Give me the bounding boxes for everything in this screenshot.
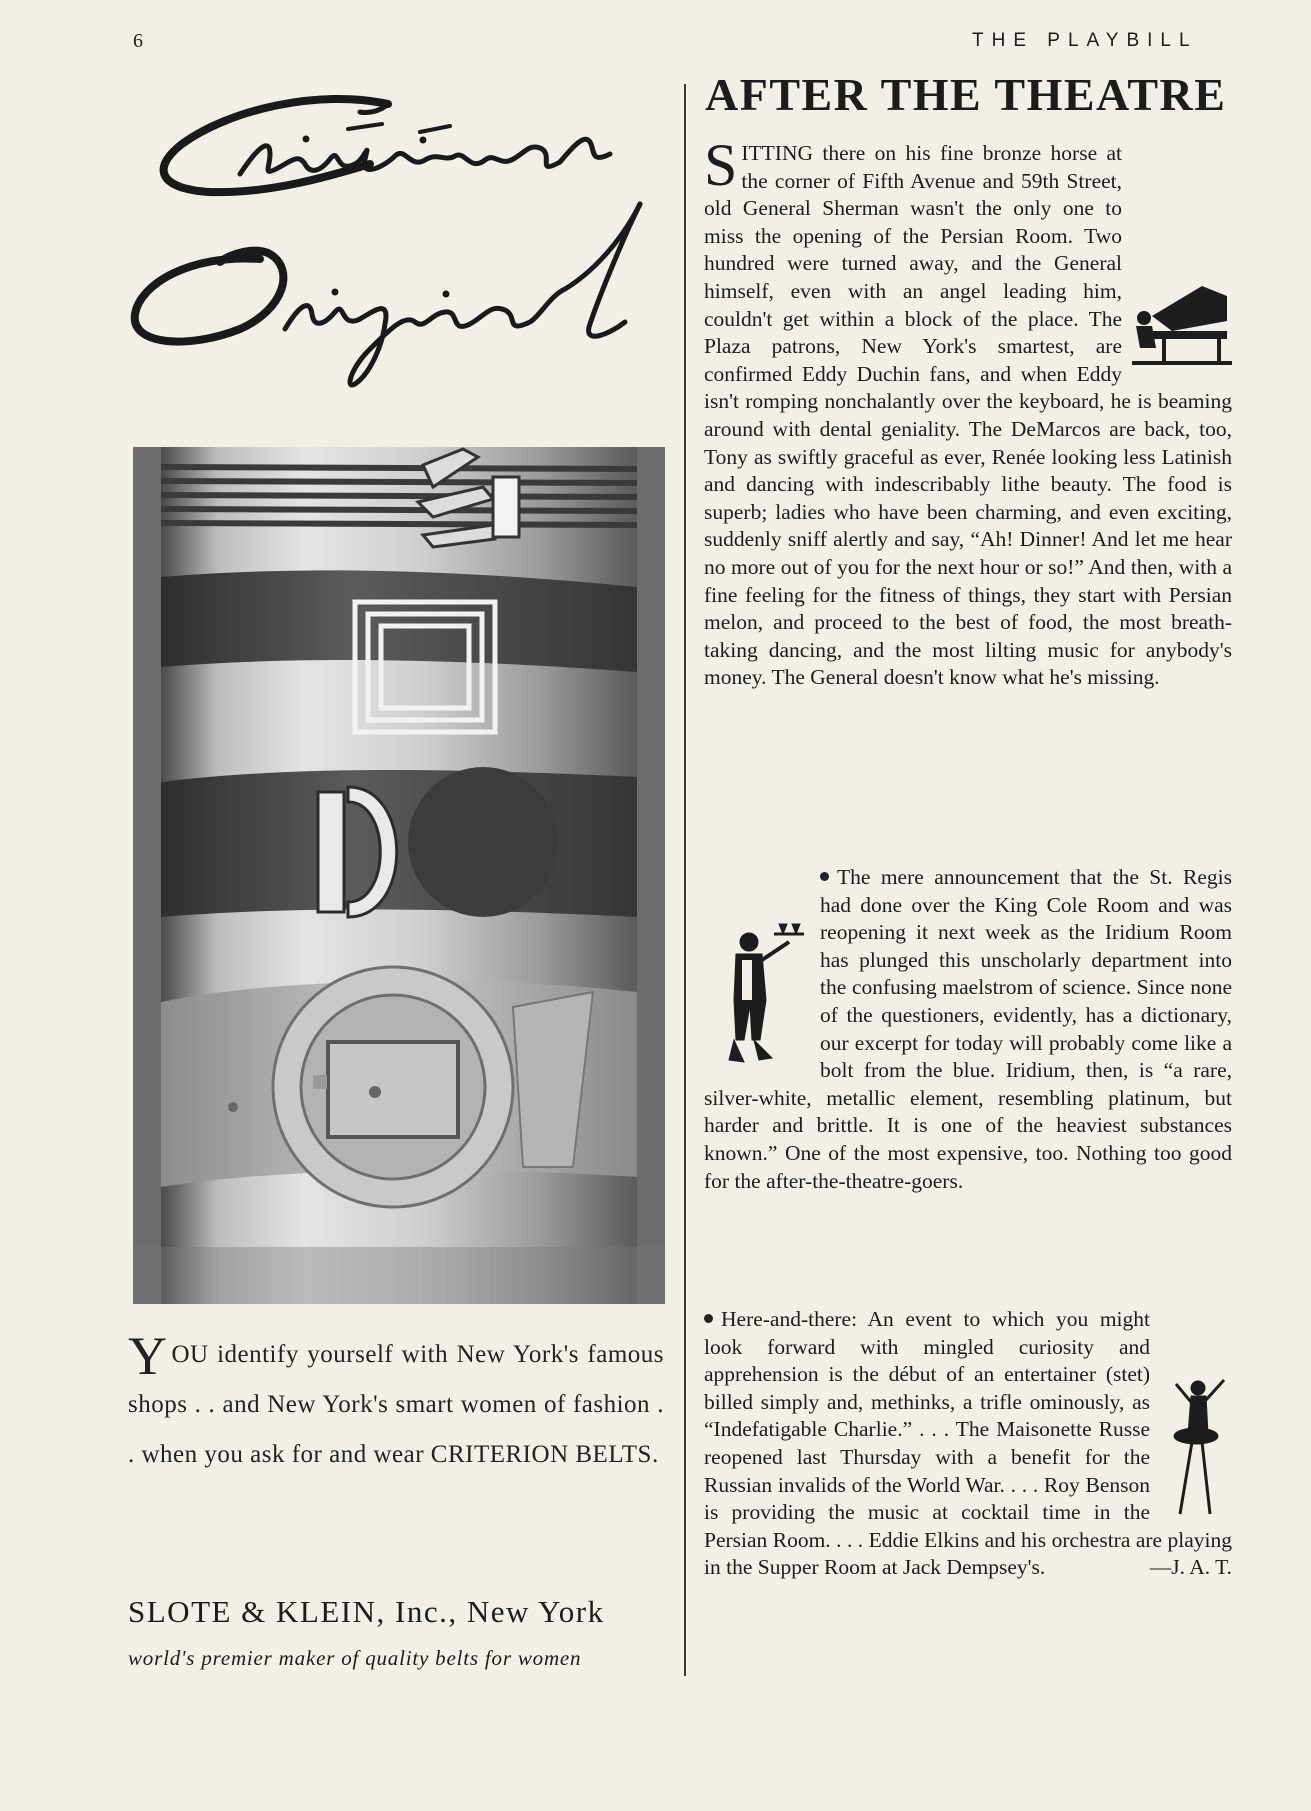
- waiter-illustration-icon: [704, 920, 810, 1074]
- article-paragraph-1: [704, 132, 1232, 692]
- belts-photo-art: [133, 447, 665, 1304]
- dancer-illustration-icon: [1158, 1374, 1232, 1526]
- article-paragraph-2: [704, 864, 1232, 1195]
- criterion-originals-logo: [120, 84, 680, 414]
- company-name: SLOTE & KLEIN, Inc., New York: [128, 1594, 605, 1629]
- article-dropcap: S: [704, 132, 738, 198]
- pianist-illustration-icon: [1132, 276, 1232, 374]
- column-title: AFTER THE THEATRE: [705, 69, 1227, 120]
- bullet-icon: [704, 1314, 713, 1323]
- article-paragraph-2-text: The mere announcement that the St. Regis had done over the King Cole Room and was reopening it next week as the Iridium Room has plunged this unscholarly department into the confusing maelstrom of science. Since none of the questioners, evidently, has a dictionary, our excerpt for today will probably come like a bolt from the blue. Iridium, then, is “a rare, silver-white, metallic element, resembling platinum, but harder and brittle. It is one of the heaviest substances known.” One of the most expensive, too. Nothing too good for the after-the-theatre-goers.: [704, 865, 1232, 1193]
- ad-dropcap: Y: [128, 1326, 168, 1386]
- article-paragraph-3-text: Here-and-there: An event to which you might look forward with mingled curiosity and apprehension is the début of an entertainer (stet) billed simply and, methinks, a trifle ominously, as “Indefatigable Charlie.” . . . The Maisonette Russe reopened last Thursday with a benefit for the Russian invalids of the World War. . . . Roy Benson is providing the music at cocktail time in the Persian Room. . . . Eddie Elkins and his orchestra are playing in the Supper Room at Jack Dempsey's.: [704, 1307, 1232, 1580]
- ad-body-copy: [128, 1326, 664, 1480]
- author-signature: —J. A. T.: [1149, 1555, 1232, 1580]
- article-paragraph-3: [704, 1306, 1232, 1582]
- bullet-icon: [820, 872, 829, 881]
- company-tagline: world's premier maker of quality belts for women: [128, 1646, 582, 1670]
- ad-body-text: OU identify yourself with New York's famous shops . . and New York's smart women of fashion . . when you ask for and wear CRITERION BELTS.: [128, 1341, 664, 1468]
- belts-photograph: [133, 447, 665, 1304]
- article-paragraph-1-text: ITTING there on his fine bronze horse at the corner of Fifth Avenue and 59th Street, old General Sherman wasn't the only one to miss the opening of the Persian Room. Two hundred were turned away, and the General himself, even with an angel leading him, couldn't get within a block of the place. The Plaza patrons, New York's smartest, are confirmed Eddy Duchin fans, and when Eddy isn't romping nonchalantly over the keyboard, he is beaming around with dental geniality. The DeMarcos are back, too, Tony as swiftly graceful as ever, Renée looking less Latinish and dancing with indescribably lithe beauty. The food is superb; ladies who have been charming, and even exciting, suddenly sniff alertly and say, “Ah! Dinner! And let me hear no more out of you for the next hour or so!” And then, with a fine feeling for the fitness of things, they start with Persian melon, and proceed to the best of food, the most breath-taking dancing, and the most lilting music for anybody's money. The General doesn't know what he's missing.: [704, 141, 1232, 690]
- script-logo-art: [120, 84, 680, 414]
- page-number: 6: [133, 30, 143, 52]
- running-head: THE PLAYBILL: [972, 30, 1198, 51]
- column-divider: [684, 84, 686, 1676]
